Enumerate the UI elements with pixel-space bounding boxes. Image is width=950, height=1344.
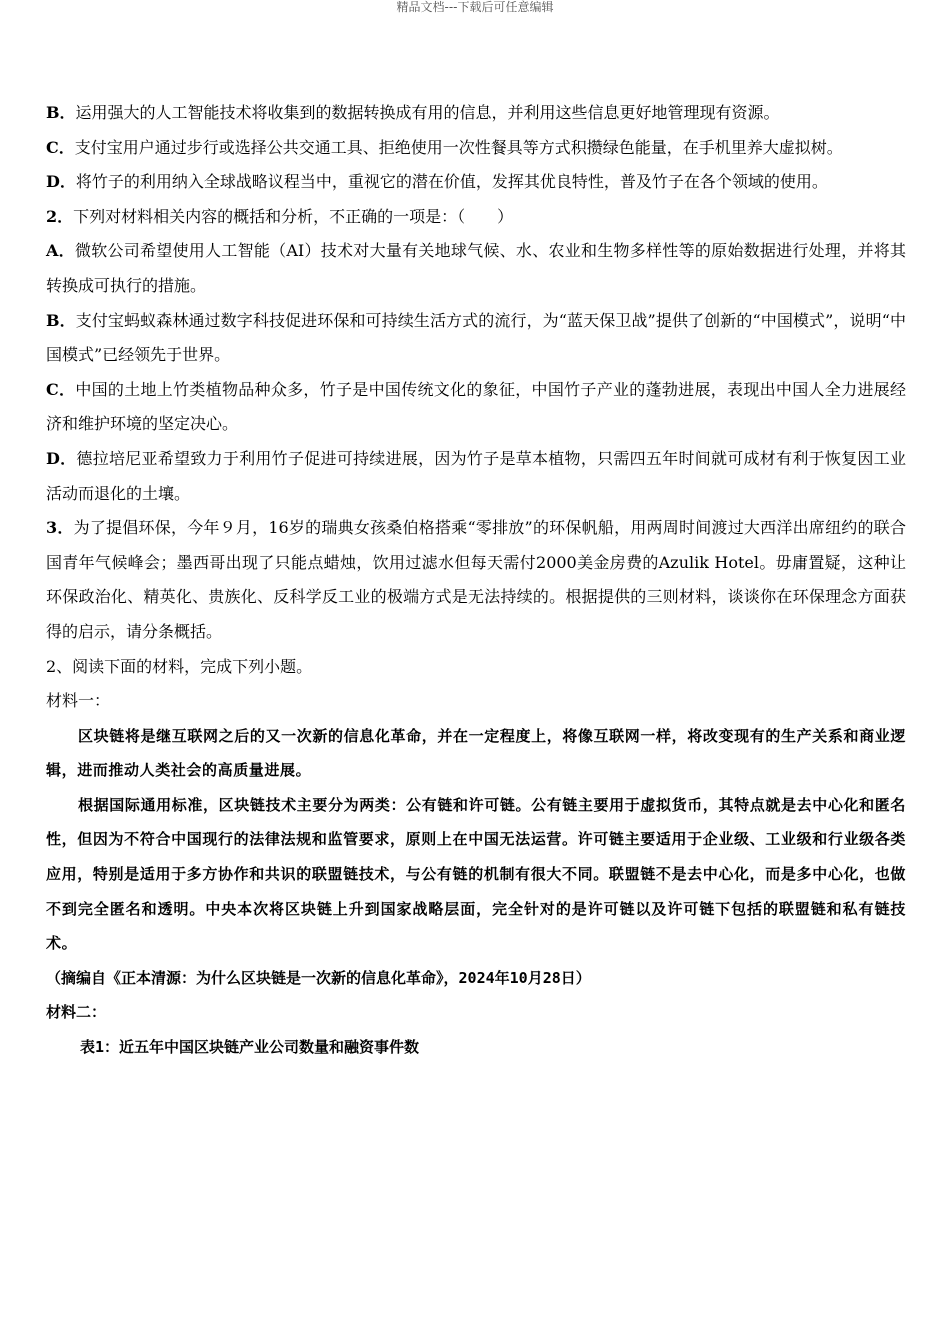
option-text: 微软公司希望使用人工智能（AI）技术对大量有关地球气候、水、农业和生物多样性等的原始数据进行处理，并将其转换成可执行的措施。 (46, 241, 906, 295)
option-label: D． (46, 172, 76, 192)
page-header: 精品文档---下载后可任意编辑 (396, 0, 554, 14)
q2-option-a (46, 234, 906, 303)
q3-text (46, 511, 906, 649)
section-title: 2、阅读下面的材料，完成下列小题。 (46, 656, 313, 676)
q1-option-d (46, 165, 906, 200)
option-label: D． (46, 448, 77, 468)
option-text: 将竹子的利用纳入全球战略议程当中，重视它的潜在价值，发挥其优良特性，普及竹子在各个领域的使用。 (75, 172, 828, 192)
q2-option-b (46, 304, 906, 373)
option-label: B． (46, 103, 76, 122)
question-number: 3． (46, 518, 74, 538)
q2-option-d (46, 442, 906, 511)
option-text: 支付宝蚂蚁森林通过数字科技促进环保和可持续生活方式的流行，为“蓝天保卫战”提供了创新的“中国模式”，说明“中国模式”已经领先于世界。 (46, 310, 906, 365)
option-label: C． (46, 137, 75, 157)
option-text: 德拉培尼亚希望致力于利用竹子促进可持续进展，因为竹子是草本植物，只需四五年时间就可成材有利于恢复因工业活动而退化的土壤。 (46, 448, 906, 503)
question-stem: 下列对材料相关内容的概括和分析，不正确的一项是：（ ） (73, 206, 514, 226)
option-text: 中国的土地上竹类植物品种众多，竹子是中国传统文化的象征，中国竹子产业的蓬勃进展，表现出中国人全力进展经济和维护环境的坚定决心。 (46, 379, 906, 434)
option-text: 支付宝用户通过步行或选择公共交通工具、拒绝使用一次性餐具等方式积攒绿色能量，在手机里养大虚拟树。 (74, 137, 843, 157)
option-label: A． (46, 241, 75, 261)
option-text: 运用强大的人工智能技术将收集到的数据转换成有用的信息，并利用这些信息更好地管理现有资源。 (75, 103, 780, 122)
question-text: 为了提倡环保，今年９月，16岁的瑞典女孩桑伯格搭乘“零排放”的环保帆船，用两周时间渡过大西洋出席纽约的联合国青年气候峰会；墨西哥出现了只能点蜡烛，饮用过滤水但每天需付2000美金房费的Azulik Hotel。毋庸置疑，这种让环保政治化、精英化、贵族化、反科学反工业的极端方式是无法持续的。根据提供的三则材料，谈谈你在环保理念方面获得的启示，请分条概括。 (46, 518, 906, 641)
q1-option-b (46, 96, 906, 131)
q2-option-c (46, 373, 906, 442)
material-1-label: 材料一： (46, 691, 111, 711)
document-body (46, 96, 906, 1065)
material-2-label: 材料二： (46, 1003, 107, 1022)
material-1-paragraph-2: 根据国际通用标准，区块链技术主要分为两类：公有链和许可链。公有链主要用于虚拟货币，其特点就是去中心化和匿名性，但因为不符合中国现行的法律法规和监管要求，原则上在中国无法运营。许可链主要适用于企业级、工业级和行业级各类应用，特别是适用于多方协作和共识的联盟链技术，与公有链的机制有很大不同。联盟链不是去中心化，而是多中心化，也做不到完全匿名和透明。中央本次将区块链上升到国家战略层面，完全针对的是许可链以及许可链下包括的联盟链和私有链技术。 (46, 795, 906, 953)
table-caption: 表1：近五年中国区块链产业公司数量和融资事件数 (80, 1038, 420, 1057)
material-1-source: （摘编自《正本清源：为什么区块链是一次新的信息化革命》，2024年10月28日） (46, 968, 591, 987)
option-label: B． (46, 310, 76, 330)
option-label: C． (46, 379, 76, 399)
q1-option-c (46, 131, 906, 166)
q2-stem (46, 200, 906, 235)
material-1-paragraph-1: 区块链将是继互联网之后的又一次新的信息化革命，并在一定程度上，将像互联网一样，将改变现有的生产关系和商业逻辑，进而推动人类社会的高质量进展。 (46, 726, 906, 780)
question-number: 2． (46, 206, 74, 226)
